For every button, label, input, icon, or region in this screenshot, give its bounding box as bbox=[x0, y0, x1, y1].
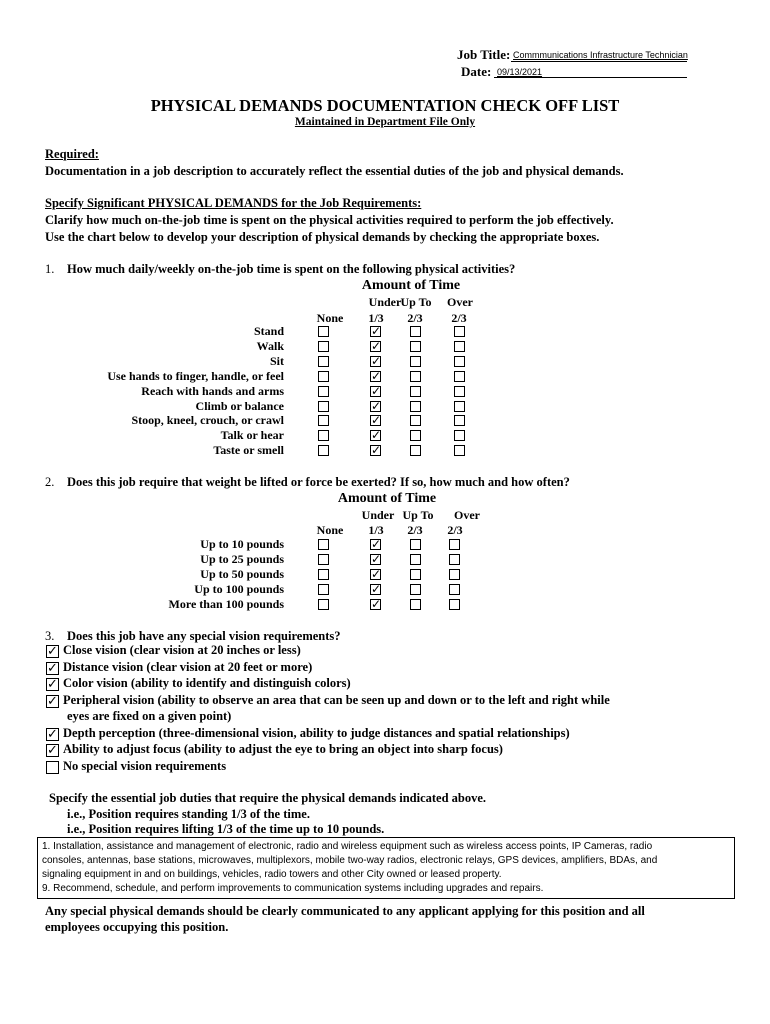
q1-checkbox[interactable] bbox=[410, 341, 421, 352]
q2-checkbox[interactable] bbox=[410, 569, 421, 580]
q1-checkbox[interactable] bbox=[454, 401, 465, 412]
q1-checkbox[interactable]: ✓ bbox=[371, 368, 382, 383]
q2-number: 2. bbox=[45, 475, 55, 489]
footer-line2: employees occupying this position. bbox=[45, 920, 229, 934]
q3-number: 3. bbox=[45, 629, 55, 643]
q1-row-label: Talk or hear bbox=[220, 428, 284, 443]
q2-col-over-bot: 2/3 bbox=[447, 523, 463, 537]
duty-line: 1. Installation, assistance and management of electronic, radio and wireless equipment such as wireless access points, IP Cameras, radio bbox=[42, 841, 653, 852]
q1-checkbox[interactable] bbox=[318, 371, 329, 382]
required-heading: Required: bbox=[45, 147, 99, 161]
q2-col-over-top: Over bbox=[454, 508, 480, 522]
specify-line2: Use the chart below to develop your description of physical demands by checking the appropriate boxes. bbox=[45, 230, 600, 244]
q1-row-label: Reach with hands and arms bbox=[141, 383, 284, 398]
q1-checkbox[interactable]: ✓ bbox=[371, 413, 382, 428]
q1-checkbox[interactable] bbox=[410, 445, 421, 456]
q2-checkbox[interactable] bbox=[449, 554, 460, 565]
q2-checkbox[interactable] bbox=[318, 554, 329, 565]
q1-checkbox[interactable] bbox=[318, 401, 329, 412]
q1-checkbox[interactable] bbox=[454, 356, 465, 367]
q1-row-label: Stoop, kneel, crouch, or crawl bbox=[131, 413, 284, 428]
q2-checkbox[interactable] bbox=[449, 539, 460, 550]
vision-checkbox[interactable] bbox=[46, 761, 59, 774]
essential-duties-textbox[interactable] bbox=[37, 837, 735, 899]
q1-checkbox[interactable] bbox=[410, 415, 421, 426]
essential-example1: i.e., Position requires standing 1/3 of the time. bbox=[67, 807, 310, 821]
q2-checkbox[interactable] bbox=[318, 584, 329, 595]
vision-checkbox[interactable]: ✓ bbox=[47, 743, 58, 758]
vision-option-label: Color vision (ability to identify and distinguish colors) bbox=[63, 676, 351, 690]
footer-line1: Any special physical demands should be clearly communicated to any applicant applying for this position and all bbox=[45, 904, 645, 918]
q1-row-label: Stand bbox=[253, 324, 284, 338]
specify-line1: Clarify how much on-the-job time is spent on the physical activities required to perform the job effectively. bbox=[45, 213, 614, 227]
q1-col-upto-bot: 2/3 bbox=[407, 311, 423, 325]
q2-col-under-top: Under bbox=[361, 508, 395, 522]
q1-checkbox[interactable]: ✓ bbox=[371, 324, 382, 338]
q1-checkbox[interactable] bbox=[454, 386, 465, 397]
q2-col-upto-top: Up To bbox=[402, 508, 434, 522]
q1-col-over-top: Over bbox=[447, 295, 473, 309]
q2-checkbox[interactable]: ✓ bbox=[371, 552, 382, 566]
q1-row-label: Taste or smell bbox=[213, 443, 284, 458]
q1-checkbox[interactable] bbox=[318, 386, 329, 397]
q2-checkbox[interactable] bbox=[449, 569, 460, 580]
vision-option-label: No special vision requirements bbox=[63, 758, 227, 773]
q1-checkbox[interactable] bbox=[410, 326, 421, 337]
q1-checkbox[interactable] bbox=[454, 326, 465, 337]
q1-checkbox[interactable]: ✓ bbox=[371, 353, 382, 368]
q2-row-label: Up to 100 pounds bbox=[194, 582, 284, 596]
q1-checkbox[interactable] bbox=[318, 341, 329, 352]
q2-checkbox[interactable] bbox=[318, 539, 329, 550]
q2-checkbox[interactable]: ✓ bbox=[371, 567, 382, 581]
date-label: Date: bbox=[461, 64, 492, 79]
q1-row-label: Use hands to finger, handle, or feel bbox=[107, 368, 284, 383]
page-title: PHYSICAL DEMANDS DOCUMENTATION CHECK OFF LIST bbox=[150, 96, 620, 115]
q1-checkbox[interactable]: ✓ bbox=[371, 383, 382, 398]
vision-checkbox[interactable]: ✓ bbox=[47, 644, 58, 659]
q2-col-none: None bbox=[316, 523, 344, 537]
q1-checkbox[interactable]: ✓ bbox=[371, 443, 382, 458]
q1-col-upto-top: Up To bbox=[400, 295, 432, 309]
essential-example2: i.e., Position requires lifting 1/3 of the time up to 10 pounds. bbox=[67, 822, 385, 836]
q2-row-label: Up to 10 pounds bbox=[200, 537, 284, 551]
q2-row-label: Up to 50 pounds bbox=[200, 567, 284, 581]
q1-checkbox[interactable] bbox=[454, 371, 465, 382]
vision-option-label: Ability to adjust focus (ability to adjust the eye to bring an object into sharp focus) bbox=[63, 742, 503, 756]
q1-checkbox[interactable] bbox=[454, 415, 465, 426]
q1-checkbox[interactable] bbox=[454, 445, 465, 456]
q3-question: Does this job have any special vision requirements? bbox=[67, 629, 341, 643]
q2-col-upto-bot: 2/3 bbox=[407, 523, 423, 537]
q1-checkbox[interactable] bbox=[454, 341, 465, 352]
vision-checkbox[interactable]: ✓ bbox=[47, 693, 58, 709]
q1-amount-heading: Amount of Time bbox=[361, 278, 461, 293]
q2-question: Does this job require that weight be lifted or force be exerted? If so, how much and how often? bbox=[67, 475, 570, 489]
job-title-label: Job Title: bbox=[457, 47, 511, 62]
vision-option-label: Peripheral vision (ability to observe an area that can be seen up and down or to the left and right while bbox=[63, 692, 610, 707]
required-text: Documentation in a job description to accurately reflect the essential duties of the job and physical demands. bbox=[45, 164, 624, 178]
vision-checkbox[interactable]: ✓ bbox=[47, 660, 58, 676]
q2-checkbox[interactable] bbox=[449, 599, 460, 610]
q2-col-under-bot: 1/3 bbox=[368, 523, 384, 537]
q2-checkbox[interactable] bbox=[410, 539, 421, 550]
q2-checkbox[interactable]: ✓ bbox=[371, 597, 382, 611]
q1-col-over-bot: 2/3 bbox=[451, 311, 467, 325]
q1-col-under-bot: 1/3 bbox=[368, 311, 384, 325]
duty-line: signaling equipment in and on buildings, vehicles, radio towers and other City owned or leased property. bbox=[42, 869, 502, 880]
q2-checkbox[interactable] bbox=[318, 599, 329, 610]
q2-checkbox[interactable] bbox=[410, 599, 421, 610]
q1-number: 1. bbox=[45, 262, 55, 276]
page-subtitle: Maintained in Department File Only bbox=[294, 116, 476, 128]
q1-checkbox[interactable] bbox=[410, 371, 421, 382]
q1-checkbox[interactable] bbox=[318, 415, 329, 426]
q1-row-label: Sit bbox=[269, 353, 284, 368]
duty-line: consoles, antennas, base stations, microwaves, multiplexors, mobile two-way radios, electronic relays, GPS devices, amplifiers, BDAs, and bbox=[42, 855, 658, 866]
q1-checkbox[interactable] bbox=[410, 386, 421, 397]
q1-question: How much daily/weekly on-the-job time is spent on the following physical activities? bbox=[67, 262, 516, 276]
essential-heading: Specify the essential job duties that require the physical demands indicated above. bbox=[49, 791, 487, 805]
q1-row-label: Climb or balance bbox=[195, 398, 284, 413]
job-title-value[interactable]: Commmunications Infrastructure Technician bbox=[513, 50, 688, 60]
q1-checkbox[interactable] bbox=[454, 430, 465, 441]
q1-checkbox[interactable]: ✓ bbox=[371, 428, 382, 443]
q1-checkbox[interactable] bbox=[410, 430, 421, 441]
q1-checkbox[interactable] bbox=[410, 401, 421, 412]
q1-col-none: None bbox=[316, 311, 344, 325]
vision-option-label: eyes are fixed on a given point) bbox=[67, 709, 232, 723]
date-underline bbox=[494, 77, 687, 78]
q2-amount-heading: Amount of Time bbox=[337, 491, 437, 506]
date-value[interactable]: 09/13/2021 bbox=[497, 67, 543, 77]
q2-checkbox[interactable] bbox=[410, 554, 421, 565]
q2-checkbox[interactable] bbox=[318, 569, 329, 580]
q1-row-label: Walk bbox=[256, 338, 284, 353]
q2-checkbox[interactable] bbox=[410, 584, 421, 595]
specify-heading: Specify Significant PHYSICAL DEMANDS for the Job Requirements: bbox=[45, 196, 422, 210]
q1-checkbox[interactable] bbox=[410, 356, 421, 367]
job-title-underline bbox=[511, 61, 687, 62]
vision-option-label: Depth perception (three-dimensional vision, ability to judge distances and spatial relationships) bbox=[63, 725, 570, 740]
q1-checkbox[interactable] bbox=[318, 326, 329, 337]
q1-checkbox[interactable]: ✓ bbox=[371, 398, 382, 413]
vision-checkbox[interactable]: ✓ bbox=[47, 677, 58, 692]
vision-option-label: Distance vision (clear vision at 20 feet or more) bbox=[63, 659, 313, 674]
q1-checkbox[interactable]: ✓ bbox=[371, 338, 382, 353]
q1-checkbox[interactable] bbox=[318, 445, 329, 456]
vision-checkbox[interactable]: ✓ bbox=[47, 726, 58, 742]
q2-row-label: Up to 25 pounds bbox=[200, 552, 284, 566]
q1-checkbox[interactable] bbox=[318, 356, 329, 367]
q2-checkbox[interactable]: ✓ bbox=[371, 537, 382, 551]
duty-line: 9. Recommend, schedule, and perform improvements to communication systems including upgrades and repairs. bbox=[42, 883, 544, 894]
q2-checkbox[interactable] bbox=[449, 584, 460, 595]
q2-checkbox[interactable]: ✓ bbox=[371, 582, 382, 596]
q1-col-under-top: Under bbox=[368, 295, 402, 309]
q2-row-label: More than 100 pounds bbox=[168, 597, 284, 611]
q1-checkbox[interactable] bbox=[318, 430, 329, 441]
vision-option-label: Close vision (clear vision at 20 inches or less) bbox=[63, 643, 301, 657]
